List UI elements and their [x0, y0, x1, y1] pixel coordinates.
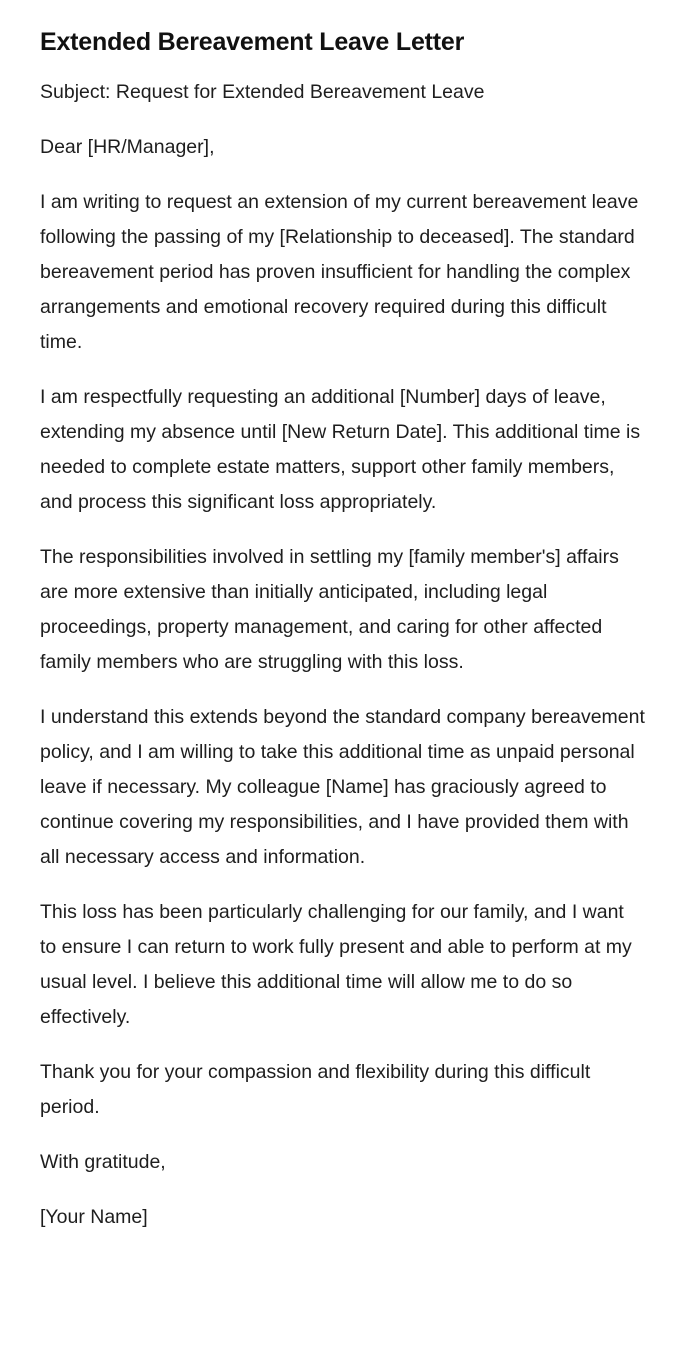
letter-closing: With gratitude, [40, 1151, 166, 1173]
letter-paragraph-2: I am respectfully requesting an additional [Number] days of leave, extending my absence until [New Return Date]. This additional time is needed to complete estate matters, support other family members, and process this significant loss appropriately. [40, 386, 641, 513]
letter-paragraph-5: This loss has been particularly challenging for our family, and I want to ensure I can return to work fully present and able to perform at my usual level. I believe this additional time will allow me to do so effectively. [40, 901, 632, 1028]
letter-subject: Subject: Request for Extended Bereavement Leave [40, 81, 485, 103]
letter-paragraph-6: Thank you for your compassion and flexibility during this difficult period. [40, 1061, 591, 1118]
letter-signature: [Your Name] [40, 1206, 148, 1228]
letter-paragraph-4: I understand this extends beyond the standard company bereavement policy, and I am willing to take this additional time as unpaid personal leave if necessary. My colleague [Name] has graciously agreed to continue covering my responsibilities, and I have provided them with all necessary access and information. [40, 706, 645, 868]
letter-paragraph-1: I am writing to request an extension of my current bereavement leave following the passing of my [Relationship to deceased]. The standard bereavement period has proven insufficient for handling the complex arrangements and emotional recovery required during this difficult time. [40, 191, 639, 353]
letter-title: Extended Bereavement Leave Letter [40, 28, 465, 56]
letter-paragraph-3: The responsibilities involved in settling my [family member's] affairs are more extensive than initially anticipated, including legal proceedings, property management, and caring for other affected family members who are struggling with this loss. [40, 546, 619, 673]
letter-salutation: Dear [HR/Manager], [40, 136, 215, 158]
